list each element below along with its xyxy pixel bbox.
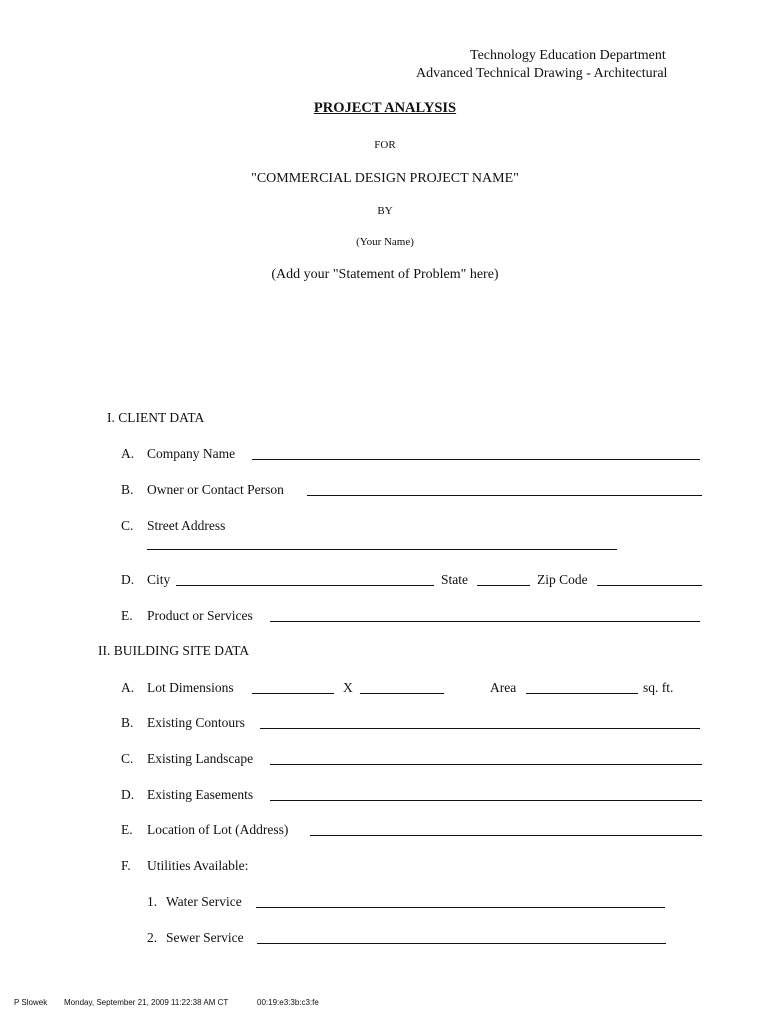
zip-code-label: Zip Code <box>537 572 588 587</box>
sewer-service-number: 2. <box>147 930 158 945</box>
street-address-label: Street Address <box>147 518 226 533</box>
existing-landscape-letter: C. <box>121 751 134 766</box>
by-label: BY <box>377 205 393 217</box>
existing-landscape-field[interactable] <box>270 764 702 765</box>
product-services-letter: E. <box>121 608 133 623</box>
lot-location-letter: E. <box>121 822 133 837</box>
water-service-number: 1. <box>147 894 158 909</box>
area-unit: sq. ft. <box>643 680 674 695</box>
street-address-field[interactable] <box>147 549 617 550</box>
project-name: "COMMERCIAL DESIGN PROJECT NAME" <box>251 171 519 186</box>
street-address-letter: C. <box>121 518 134 533</box>
city-label: City <box>147 572 171 587</box>
for-label: FOR <box>374 139 396 151</box>
section-client-data-heading: I. CLIENT DATA <box>107 410 205 425</box>
lot-dimensions-x: X <box>343 680 353 695</box>
state-field[interactable] <box>477 585 530 586</box>
city-field[interactable] <box>176 585 434 586</box>
existing-contours-field[interactable] <box>260 728 700 729</box>
product-services-label: Product or Services <box>147 608 253 623</box>
footer-timestamp: Monday, September 21, 2009 11:22:38 AM CT <box>64 998 229 1007</box>
section-building-site-heading: II. BUILDING SITE DATA <box>98 643 250 658</box>
area-label: Area <box>490 680 517 695</box>
footer-code: 00:19:e3:3b:c3:fe <box>257 998 319 1007</box>
page-title: PROJECT ANALYSIS <box>313 100 457 116</box>
lot-dimensions-label: Lot Dimensions <box>147 680 234 695</box>
department-name: Technology Education Department <box>470 48 666 63</box>
lot-depth-field[interactable] <box>360 693 444 694</box>
existing-easements-field[interactable] <box>270 800 702 801</box>
owner-contact-label: Owner or Contact Person <box>147 482 284 497</box>
sewer-service-label: Sewer Service <box>166 930 244 945</box>
company-name-label: Company Name <box>147 446 236 461</box>
existing-easements-letter: D. <box>121 787 135 802</box>
existing-contours-letter: B. <box>121 715 134 730</box>
owner-contact-letter: B. <box>121 482 134 497</box>
lot-location-field[interactable] <box>310 835 702 836</box>
utilities-label: Utilities Available: <box>147 858 249 873</box>
author-name: (Your Name) <box>356 236 414 248</box>
product-services-field[interactable] <box>270 621 700 622</box>
city-letter: D. <box>121 572 135 587</box>
lot-dimensions-letter: A. <box>121 680 135 695</box>
company-name-field[interactable] <box>252 459 700 460</box>
utilities-letter: F. <box>121 858 131 873</box>
statement-of-problem: (Add your "Statement of Problem" here) <box>271 267 499 282</box>
existing-landscape-label: Existing Landscape <box>147 751 254 766</box>
existing-contours-label: Existing Contours <box>147 715 245 730</box>
water-service-label: Water Service <box>166 894 242 909</box>
company-name-letter: A. <box>121 446 135 461</box>
existing-easements-label: Existing Easements <box>147 787 254 802</box>
state-label: State <box>441 572 468 587</box>
water-service-field[interactable] <box>256 907 665 908</box>
lot-width-field[interactable] <box>252 693 334 694</box>
footer-user: P Slowek <box>14 998 48 1007</box>
area-field[interactable] <box>526 693 638 694</box>
owner-contact-field[interactable] <box>307 495 702 496</box>
course-name: Advanced Technical Drawing - Architectural <box>416 66 668 81</box>
lot-location-label: Location of Lot (Address) <box>147 822 289 837</box>
sewer-service-field[interactable] <box>257 943 666 944</box>
zip-code-field[interactable] <box>597 585 702 586</box>
